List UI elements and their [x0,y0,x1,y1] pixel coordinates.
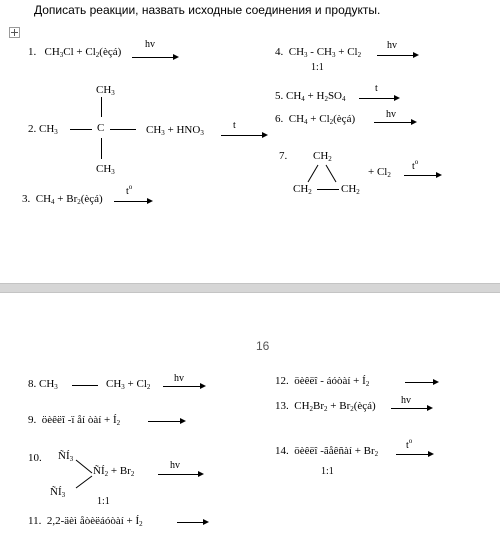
r10-top: $ÑÍ_3$ [58,450,74,463]
reaction-arrow [158,474,202,475]
reaction-arrow [132,57,177,58]
r2-methyl-bottom: $CH_3$ [96,163,115,176]
table-move-handle-icon[interactable] [9,27,20,38]
reaction-arrow [404,175,440,176]
condition-label: hv [174,373,184,384]
r10-bottom: $ÑÍ_3$ [50,486,66,499]
reaction-arrow [177,522,207,523]
r8-left: 8. $CH_3$ [28,378,58,391]
reaction-arrow [114,201,151,202]
ratio-label: 1:1 [97,496,110,507]
reaction-arrow [148,421,184,422]
r2-methyl-top: $CH_3$ [96,84,115,97]
condition-label: hv [387,40,397,51]
condition-label: hv [170,460,180,471]
bond-line [70,129,92,130]
condition-label: $t^o$ [412,158,419,172]
ratio-label: 1:1 [311,62,324,73]
bond-line [110,129,136,130]
r7-bottom-left: $CH_2$ [293,183,312,196]
condition-label: hv [145,39,155,50]
bond-line [317,189,339,190]
reaction-11: 11. 2,2-äèì åòèëáóòàí + $Í_2$ [28,515,143,528]
reaction-arrow [377,55,417,56]
ratio-label: 1:1 [321,466,334,477]
r7-reagent: + $Cl_2$ [368,166,391,179]
condition-label: t [375,83,378,94]
r8-right: $CH_3 + Cl_2$ [106,378,151,391]
bond-line [101,97,102,117]
reaction-arrow [405,382,437,383]
reaction-14: 14. öèêëî -ãåêñàí + $Br_2$ [275,445,379,458]
r7-top: $CH_2$ [313,150,332,163]
page-number: 16 [256,339,270,353]
bond-line [72,385,98,386]
reaction-9: 9. öèêëî -ï åí òàí + $Í_2$ [28,414,121,427]
condition-label: $t^o$ [126,183,133,197]
reaction-1: 1. $CH_3Cl$ + $Cl_2(èçá)$ [28,46,122,59]
reaction-arrow [221,135,266,136]
reaction-3: 3. $CH_4$ + $Br_2(èçá)$ [22,193,103,206]
reaction-6: 6. $CH_4$ + $Cl_2(èçá)$ [275,113,356,126]
reaction-12: 12. öèêëî - áóòàí + $Í_2$ [275,375,370,388]
reaction-13: 13. $CH_2Br_2$ + $Br_2(èçá)$ [275,400,376,413]
reaction-arrow [391,408,431,409]
page-title: Дописать реакции, назвать исходные соединения и продукты. [34,3,381,17]
reaction-4: 4. $CH_3 - CH_3 + Cl_2$ [275,46,362,59]
reaction-arrow [163,386,204,387]
r2-right: $CH_3 + HNO_3$ [146,124,204,137]
condition-label: hv [401,395,411,406]
r2-central-carbon: C [97,122,105,134]
page-break [0,283,500,293]
condition-label: hv [386,109,396,120]
r10-center: $ÑÍ_2 + Br_2$ [93,465,135,478]
condition-label: $t^o$ [406,437,413,451]
reaction-number: 10. [28,452,42,464]
reaction-number: 7. [279,150,288,162]
condition-label: t [233,120,236,131]
r2-left: 2. $CH_3$ [28,123,58,136]
reaction-5: 5. $CH_4 + H_2SO_4$ [275,90,346,103]
bond-line [101,138,102,159]
reaction-number: 1. [28,46,37,58]
r7-bottom-right: $CH_2$ [341,183,360,196]
reaction-arrow [359,98,398,99]
reaction-arrow [396,454,432,455]
reaction-arrow [374,122,415,123]
